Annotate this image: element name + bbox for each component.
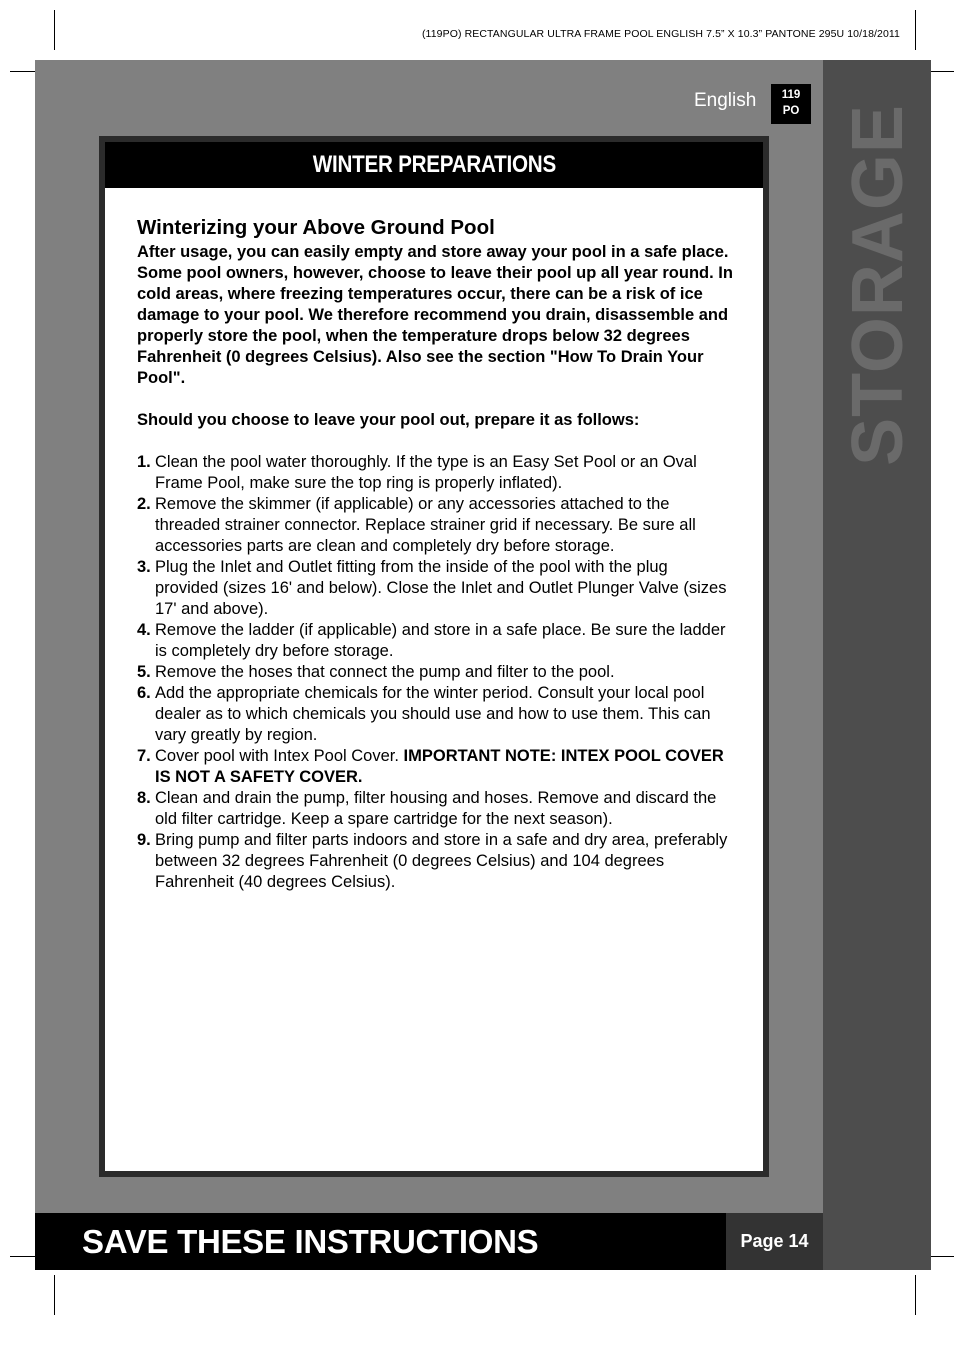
step-number: 9.: [137, 831, 151, 849]
page-number: Page 14: [726, 1213, 823, 1270]
crop-mark: [915, 10, 916, 50]
code-badge-line1: 119: [781, 89, 801, 102]
list-item: [137, 662, 733, 683]
step-text: Remove the ladder (if applicable) and store in a safe place. Be sure the ladder is completely dry before storage.: [155, 621, 726, 660]
step-text-wrap: [155, 746, 733, 788]
step-number: 5.: [137, 663, 151, 681]
footer-text: SAVE THESE INSTRUCTIONS: [82, 1222, 539, 1260]
step-text: Remove the hoses that connect the pump and filter to the pool.: [155, 663, 615, 681]
step-text: Cover pool with Intex Pool Cover.: [155, 747, 404, 765]
side-title: STORAGE: [838, 104, 918, 466]
list-item: [137, 620, 733, 662]
step-text: Plug the Inlet and Outlet fitting from the inside of the pool with the plug provided (sizes 16' and below). Close the Inlet and Outlet Plunger Valve (sizes 17' and above).: [155, 558, 727, 618]
prompt-paragraph: Should you choose to leave your pool out, prepare it as follows:: [137, 411, 640, 429]
list-item: [137, 746, 733, 788]
language-label: English: [694, 90, 757, 111]
step-number: 6.: [137, 684, 151, 702]
step-number: 8.: [137, 789, 151, 807]
crop-mark: [54, 10, 55, 50]
step-text: Bring pump and filter parts indoors and store in a safe and dry area, preferably between 32 degrees Fahrenheit (0 degrees Celsius) and 104 degrees Fahrenheit (40 degrees Celsius).: [155, 831, 728, 891]
step-text: Remove the skimmer (if applicable) or any accessories attached to the threaded strainer connector. Replace strainer grid if necessary. Be sure all accessories parts are clean and completely dry before storage.: [155, 495, 696, 555]
card-header: [105, 142, 763, 188]
step-number: 3.: [137, 558, 151, 576]
list-item: [137, 683, 733, 746]
step-number: 7.: [137, 747, 151, 765]
code-badge: [771, 84, 811, 124]
card-header-title: WINTER PREPARATIONS: [312, 151, 556, 178]
step-text: Clean and drain the pump, filter housing and hoses. Remove and discard the old filter cartridge. Keep a spare cartridge for the next season).: [155, 789, 717, 828]
intro-paragraph: After usage, you can easily empty and store away your pool in a safe place. Some pool owners, however, choose to leave their pool up all year round. In cold areas, where freezing temperatures occur, there can be a risk of ice damage to your pool. We therefore recommend you drain, disassemble and properly store the pool, when the temperature drops below 32 degrees Fahrenheit (0 degrees Celsius). Also see the section "How To Drain Your Pool".: [137, 243, 733, 387]
card-body: [105, 188, 763, 893]
list-item: [137, 830, 733, 893]
footer-bar: [35, 1213, 726, 1270]
code-badge-line2: PO: [782, 105, 800, 117]
list-item: [137, 452, 733, 494]
important-note: IMPORTANT NOTE: INTEX POOL COVER IS NOT A SAFETY COVER.: [155, 747, 724, 786]
step-number: 1.: [137, 453, 151, 471]
step-text: Clean the pool water thoroughly. If the type is an Easy Set Pool or an Oval Frame Pool, make sure the top ring is properly inflated).: [155, 453, 697, 492]
list-item: [137, 557, 733, 620]
content-card: [99, 136, 769, 1177]
list-item: [137, 494, 733, 557]
steps-list: [137, 452, 733, 893]
step-text: Add the appropriate chemicals for the winter period. Consult your local pool dealer as to which chemicals you should use and how to use them. This can vary greatly by region.: [155, 684, 711, 744]
step-number: 2.: [137, 495, 151, 513]
list-item: [137, 788, 733, 830]
section-title: Winterizing your Above Ground Pool: [137, 216, 495, 239]
crop-mark: [54, 1275, 55, 1315]
step-number: 4.: [137, 621, 151, 639]
print-info: (119PO) RECTANGULAR ULTRA FRAME POOL ENGLISH 7.5” X 10.3” PANTONE 295U 10/18/2011: [421, 28, 900, 40]
crop-mark: [915, 1275, 916, 1315]
